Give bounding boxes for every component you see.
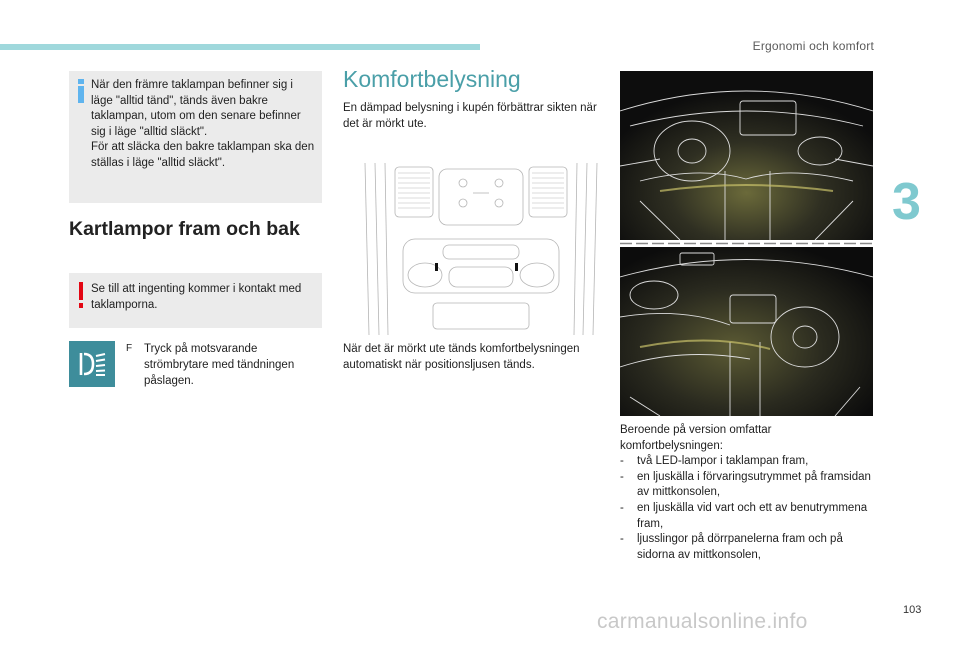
list-item: - en ljuskälla vid vart och ett av benutrymmena fram, [620, 501, 868, 530]
feature-list [620, 454, 875, 563]
watermark: carmanualsonline.info [597, 610, 808, 633]
ceiling-console-illustration [363, 163, 599, 335]
komfort-paragraph-1: En dämpad belysning i kupén förbättrar sikten när det är mörkt ute. [343, 102, 597, 130]
info-paragraph: När den främre taklampan befinner sig i läge "alltid tänd", tänds även bakre taklampan, utom om den senare befinner sig i läge "alltid släckt". [91, 79, 301, 138]
list-item: - två LED-lampor i taklampan fram, [620, 455, 809, 468]
headlamp-switch-icon [69, 341, 115, 387]
action-bullet: F [126, 343, 133, 354]
dashboard-ambient-lighting-photo [620, 71, 873, 240]
info-paragraph: För att släcka den bakre taklampan ska den ställas i läge "alltid släckt". [91, 141, 315, 169]
heading-kartlampor: Kartlampor fram och bak [69, 218, 300, 240]
komfort-scope-list [620, 423, 875, 563]
action-instruction [126, 341, 316, 389]
warning-note-box [69, 273, 322, 328]
list-item: - ljusslingor på dörrpanelerna fram och på sidorna av mittkonsolen, [620, 533, 843, 561]
info-note-box [69, 71, 322, 203]
komfort-paragraph-2: När det är mörkt ute tänds komfortbelysningen automatiskt när positionsljusen tänds. [343, 343, 580, 371]
list-intro: Beroende på version omfattar komfortbelysningen: [620, 424, 772, 452]
page-number: 103 [903, 604, 922, 616]
heading-komfortbelysning: Komfortbelysning [343, 66, 521, 92]
action-text: Tryck på motsvarande strömbrytare med tändningen påslagen. [144, 343, 295, 387]
top-accent-bar [0, 44, 480, 50]
list-item: - en ljuskälla i förvaringsutrymmet på framsidan av mittkonsolen, [620, 470, 871, 499]
info-note-text [91, 78, 317, 172]
photo-separator [620, 240, 873, 247]
exclamation-icon [77, 282, 85, 308]
chapter-number: 3 [892, 173, 921, 231]
cabin-ambient-lighting-photo [620, 247, 873, 416]
warning-text: Se till att ingenting kommer i kontakt med taklamporna. [91, 283, 302, 311]
info-icon [76, 79, 86, 103]
section-title: Ergonomi och komfort [752, 39, 874, 53]
